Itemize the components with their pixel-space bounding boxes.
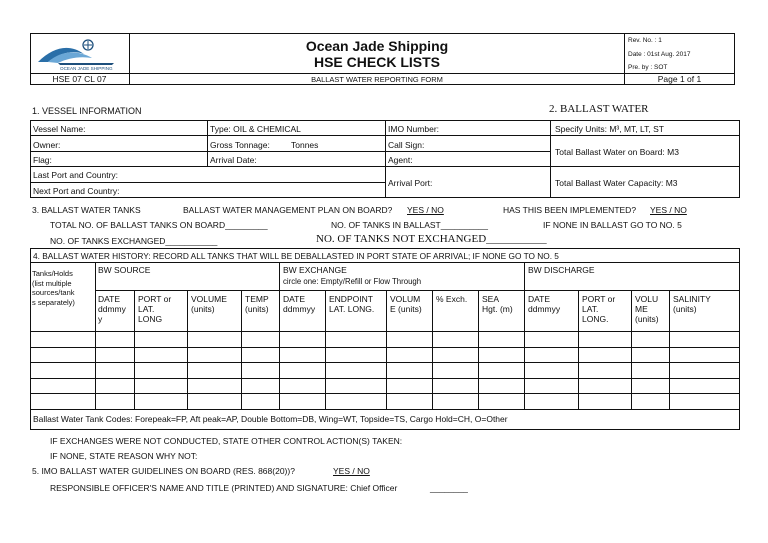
col-exchange-sea-height — [482, 294, 513, 314]
col-header-line: SEA — [482, 294, 500, 304]
col-header-line: (units) — [245, 304, 269, 314]
col-header-line: ME — [635, 304, 648, 314]
imo-label: IMO Number: — [388, 124, 440, 134]
bw-exchange-header: BW EXCHANGE — [283, 265, 347, 275]
control-actions-question: IF EXCHANGES WERE NOT CONDUCTED, STATE OTHER CONTROL ACTION(S) TAKEN: — [50, 436, 403, 446]
tanks-not-exchanged-label: NO. OF TANKS NOT EXCHANGED___________ — [316, 233, 547, 245]
col-header-line: DATE — [98, 294, 121, 304]
signature-line: ________ — [430, 483, 468, 493]
col-header-line: VOLU — [635, 294, 659, 304]
bwmp-yes-no: YES / NO — [407, 205, 444, 215]
col-discharge-date — [528, 294, 560, 314]
reason-why-not-question: IF NONE, STATE REASON WHY NOT: — [50, 451, 198, 461]
col-header-line: VOLUME — [191, 294, 227, 304]
imo-guidelines-question: 5. IMO BALLAST WATER GUIDELINES ON BOARD (RES. 868(20))? — [32, 466, 295, 476]
tanks-holds-line: s separately) — [32, 297, 75, 307]
tanks-holds-line: Tanks/Holds — [32, 269, 73, 278]
col-source-port — [138, 294, 171, 324]
company-logo — [34, 36, 126, 72]
col-header-line: ENDPOINT — [329, 294, 373, 304]
arrival-date-label: Arrival Date: — [210, 155, 257, 165]
col-header-line: SALINITY — [673, 294, 711, 304]
col-exchange-date — [283, 294, 315, 314]
units-label: Specify Units: M³, MT, LT, ST — [555, 124, 664, 134]
owner-label: Owner: — [33, 140, 61, 150]
col-header-line: (units) — [191, 304, 215, 314]
section2-title: 2. BALLAST WATER — [549, 103, 649, 115]
circle-one-note: circle one: Empty/Refill or Flow Through — [283, 277, 422, 286]
col-header-line: LAT. — [138, 304, 155, 314]
col-header-line: DATE — [283, 294, 306, 304]
col-exchange-endpoint — [329, 294, 374, 314]
col-header-line: LAT. LONG. — [329, 304, 375, 314]
col-header-line: LAT. — [582, 304, 599, 314]
next-port-label: Next Port and Country: — [33, 186, 120, 196]
last-port-label: Last Port and Country: — [33, 170, 119, 180]
col-header-line: LONG. — [582, 314, 609, 324]
total-capacity-label: Total Ballast Water Capacity: M3 — [555, 178, 678, 188]
rev-no: Rev. No. : 1 — [628, 37, 662, 44]
vessel-type: Type: OIL & CHEMICAL — [210, 124, 301, 134]
col-header-line: % Exch. — [436, 294, 468, 304]
arrival-port-label: Arrival Port: — [388, 178, 433, 188]
doc-title: HSE CHECK LISTS — [313, 54, 440, 70]
none-in-ballast-note: IF NONE IN BALLAST GO TO NO. 5 — [543, 220, 682, 230]
responsible-officer-label: RESPONSIBLE OFFICER'S NAME AND TITLE (PRINTED) AND SIGNATURE: Chief Officer — [50, 483, 398, 493]
gross-tonnage-label: Gross Tonnage: — [210, 140, 270, 150]
doc-code: HSE 07 CL 07 — [52, 74, 107, 84]
imo-guidelines-yes-no: YES / NO — [333, 466, 370, 476]
total-tanks-label: TOTAL NO. OF BALLAST TANKS ON BOARD_________ — [50, 220, 268, 230]
col-header-line: ddmmyy — [283, 304, 316, 314]
bw-discharge-header: BW DISCHARGE — [528, 265, 595, 275]
col-header-line: Hgt. (m) — [482, 304, 513, 314]
form-name: BALLAST WATER REPORTING FORM — [311, 75, 443, 84]
col-header-line: (units) — [635, 314, 659, 324]
col-header-line: ddmmyy — [528, 304, 561, 314]
col-header-line: E (units) — [390, 304, 422, 314]
col-exchange-volume — [390, 294, 422, 314]
tank-codes-legend: Ballast Water Tank Codes: Forepeak=FP, Aft peak=AP, Double Bottom=DB, Wing=WT, Topside=TS, Cargo Hold=CH, O=Other — [33, 414, 508, 424]
call-sign-label: Call Sign: — [388, 140, 425, 150]
total-on-board-label: Total Ballast Water on Board: M3 — [555, 147, 679, 157]
col-discharge-salinity — [673, 294, 711, 314]
logo-text: OCEAN JADE SHIPPING — [60, 66, 113, 71]
col-header-line: TEMP — [245, 294, 269, 304]
col-header-line: y — [98, 314, 103, 324]
tanks-exchanged-label: NO. OF TANKS EXCHANGED___________ — [50, 236, 218, 246]
bw-source-header: BW SOURCE — [98, 265, 151, 275]
col-header-line: ddmmy — [98, 304, 126, 314]
section1-title: 1. VESSEL INFORMATION — [32, 106, 142, 116]
agent-label: Agent: — [388, 155, 413, 165]
page-number: Page 1 of 1 — [657, 74, 702, 84]
col-discharge-volume — [635, 294, 659, 324]
tanks-in-ballast-label: NO. OF TANKS IN BALLAST__________ — [331, 220, 489, 230]
col-header-line: DATE — [528, 294, 551, 304]
col-header-line: VOLUM — [390, 294, 421, 304]
tanks-holds-header — [32, 269, 75, 307]
col-source-temp — [245, 294, 269, 314]
rev-date: Date : 01st Aug. 2017 — [628, 51, 691, 58]
col-source-volume — [191, 294, 227, 314]
implemented-yes-no: YES / NO — [650, 205, 687, 215]
tonnes-label: Tonnes — [291, 140, 319, 150]
section4-title: 4. BALLAST WATER HISTORY: RECORD ALL TANKS THAT WILL BE DEBALLASTED IN PORT STATE OF ARRIVAL; IF NONE GO TO NO. 5 — [33, 251, 559, 261]
company-name: Ocean Jade Shipping — [305, 38, 449, 54]
col-exchange-percent — [436, 294, 467, 304]
implemented-question: HAS THIS BEEN IMPLEMENTED? — [503, 205, 637, 215]
section3-title: 3. BALLAST WATER TANKS — [32, 205, 141, 215]
col-header-line: PORT or — [582, 294, 616, 304]
col-header-line: (units) — [673, 304, 697, 314]
col-source-date — [98, 294, 126, 324]
prepared-by: Pre. by : SOT — [628, 64, 668, 71]
col-discharge-port — [582, 294, 615, 324]
col-header-line: LONG — [138, 314, 163, 324]
vessel-name-label: Vessel Name: — [33, 124, 86, 134]
tanks-holds-line: (list multiple — [32, 278, 72, 288]
tanks-holds-line: sources/tank — [32, 288, 75, 297]
col-header-line: PORT or — [138, 294, 172, 304]
bwmp-question: BALLAST WATER MANAGEMENT PLAN ON BOARD? — [183, 205, 393, 215]
flag-label: Flag: — [33, 155, 52, 165]
